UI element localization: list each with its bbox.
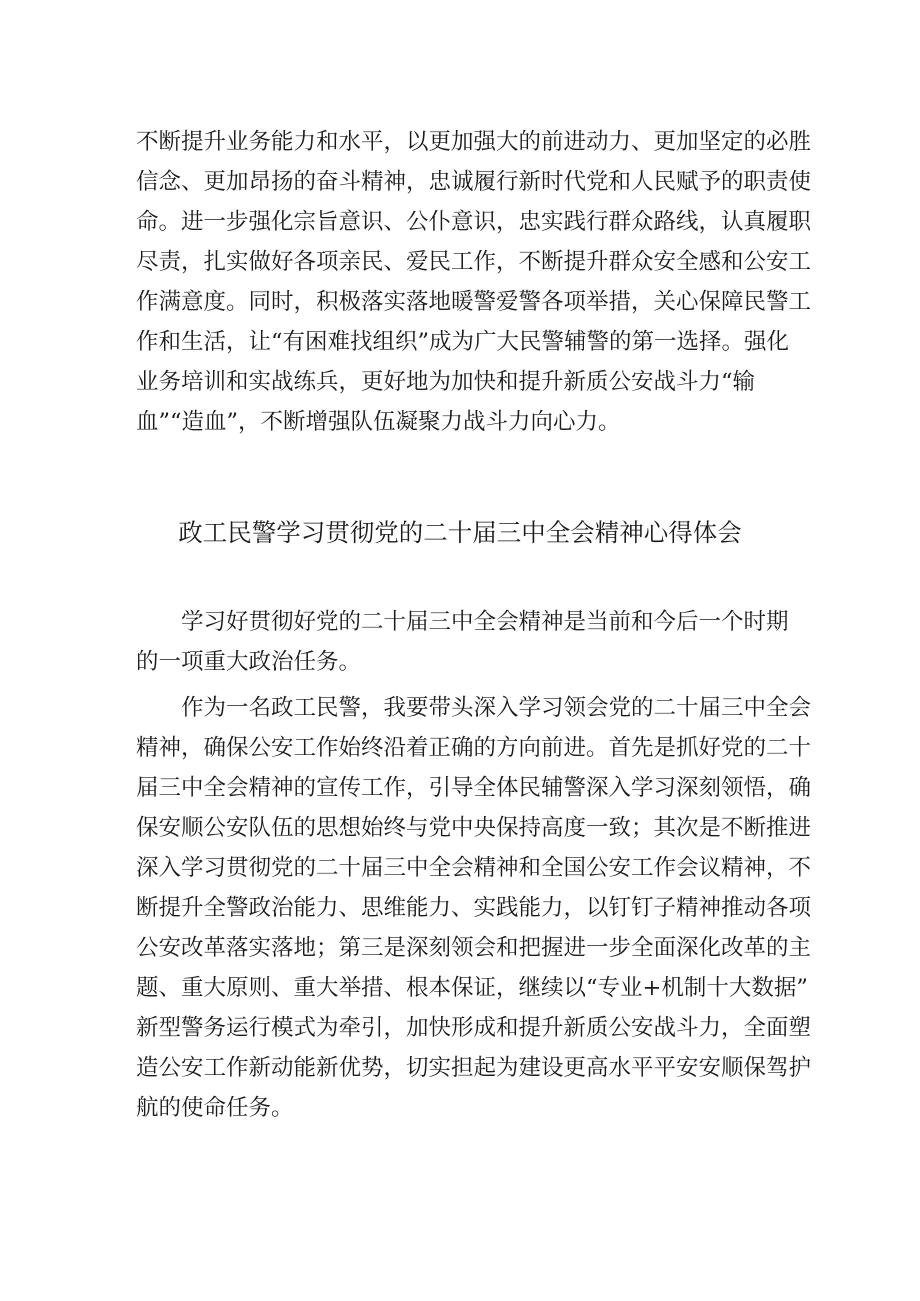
article-title: 政工民警学习贯彻党的二十届三中全会精神心得体会 [178,518,742,547]
paragraph-line: 尽责，扎实做好各项亲民、爱民工作，不断提升群众安全感和公安工 [136,249,812,275]
paragraph-line: 血”“造血”，不断增强队伍凝聚力战斗力向心力。 [136,409,621,435]
paragraph-line: 断提升全警政治能力、思维能力、实践能力，以钉钉子精神推动各项 [136,895,812,921]
paragraph-line: 作和生活，让“有困难找组织”成为广大民警辅警的第一选择。强化 [136,329,790,355]
paragraph-line: 造公安工作新动能新优势，切实担起为建设更高水平平安安顺保驾护 [136,1055,812,1081]
paragraph-line: 届三中全会精神的宣传工作，引导全体民辅警深入学习深刻领悟，确 [136,775,812,801]
paragraph-line: 航的使命任务。 [136,1095,294,1121]
paragraph-line: 学习好贯彻好党的二十届三中全会精神是当前和今后一个时期 [181,609,789,635]
paragraph-line: 题、重大原则、重大举措、根本保证，继续以“专业+机制十大数据” [136,975,808,1001]
paragraph-line: 业务培训和实战练兵，更好地为加快和提升新质公安战斗力“输 [136,369,756,395]
paragraph-line: 新型警务运行模式为牵引，加快形成和提升新质公安战斗力，全面塑 [136,1015,812,1041]
paragraph-line: 命。进一步强化宗旨意识、公仆意识，忠实践行群众路线，认真履职 [136,209,812,235]
paragraph-line: 的一项重大政治任务。 [136,649,362,675]
paragraph-line: 保安顺公安队伍的思想始终与党中央保持高度一致；其次是不断推进 [136,815,812,841]
paragraph-line: 作满意度。同时，积极落实落地暖警爱警各项举措，关心保障民警工 [136,289,812,315]
paragraph-line: 公安改革落实落地；第三是深刻领会和把握进一步全面深化改革的主 [136,935,812,961]
paragraph-line: 精神，确保公安工作始终沿着正确的方向前进。首先是抓好党的二十 [136,735,812,761]
paragraph-line: 作为一名政工民警，我要带头深入学习领会党的二十届三中全会 [181,695,812,721]
paragraph-line: 不断提升业务能力和水平，以更加强大的前进动力、更加坚定的必胜 [136,129,812,155]
paragraph-line: 信念、更加昂扬的奋斗精神，忠诚履行新时代党和人民赋予的职责使 [136,169,812,195]
paragraph-line: 深入学习贯彻党的二十届三中全会精神和全国公安工作会议精神，不 [136,855,812,881]
